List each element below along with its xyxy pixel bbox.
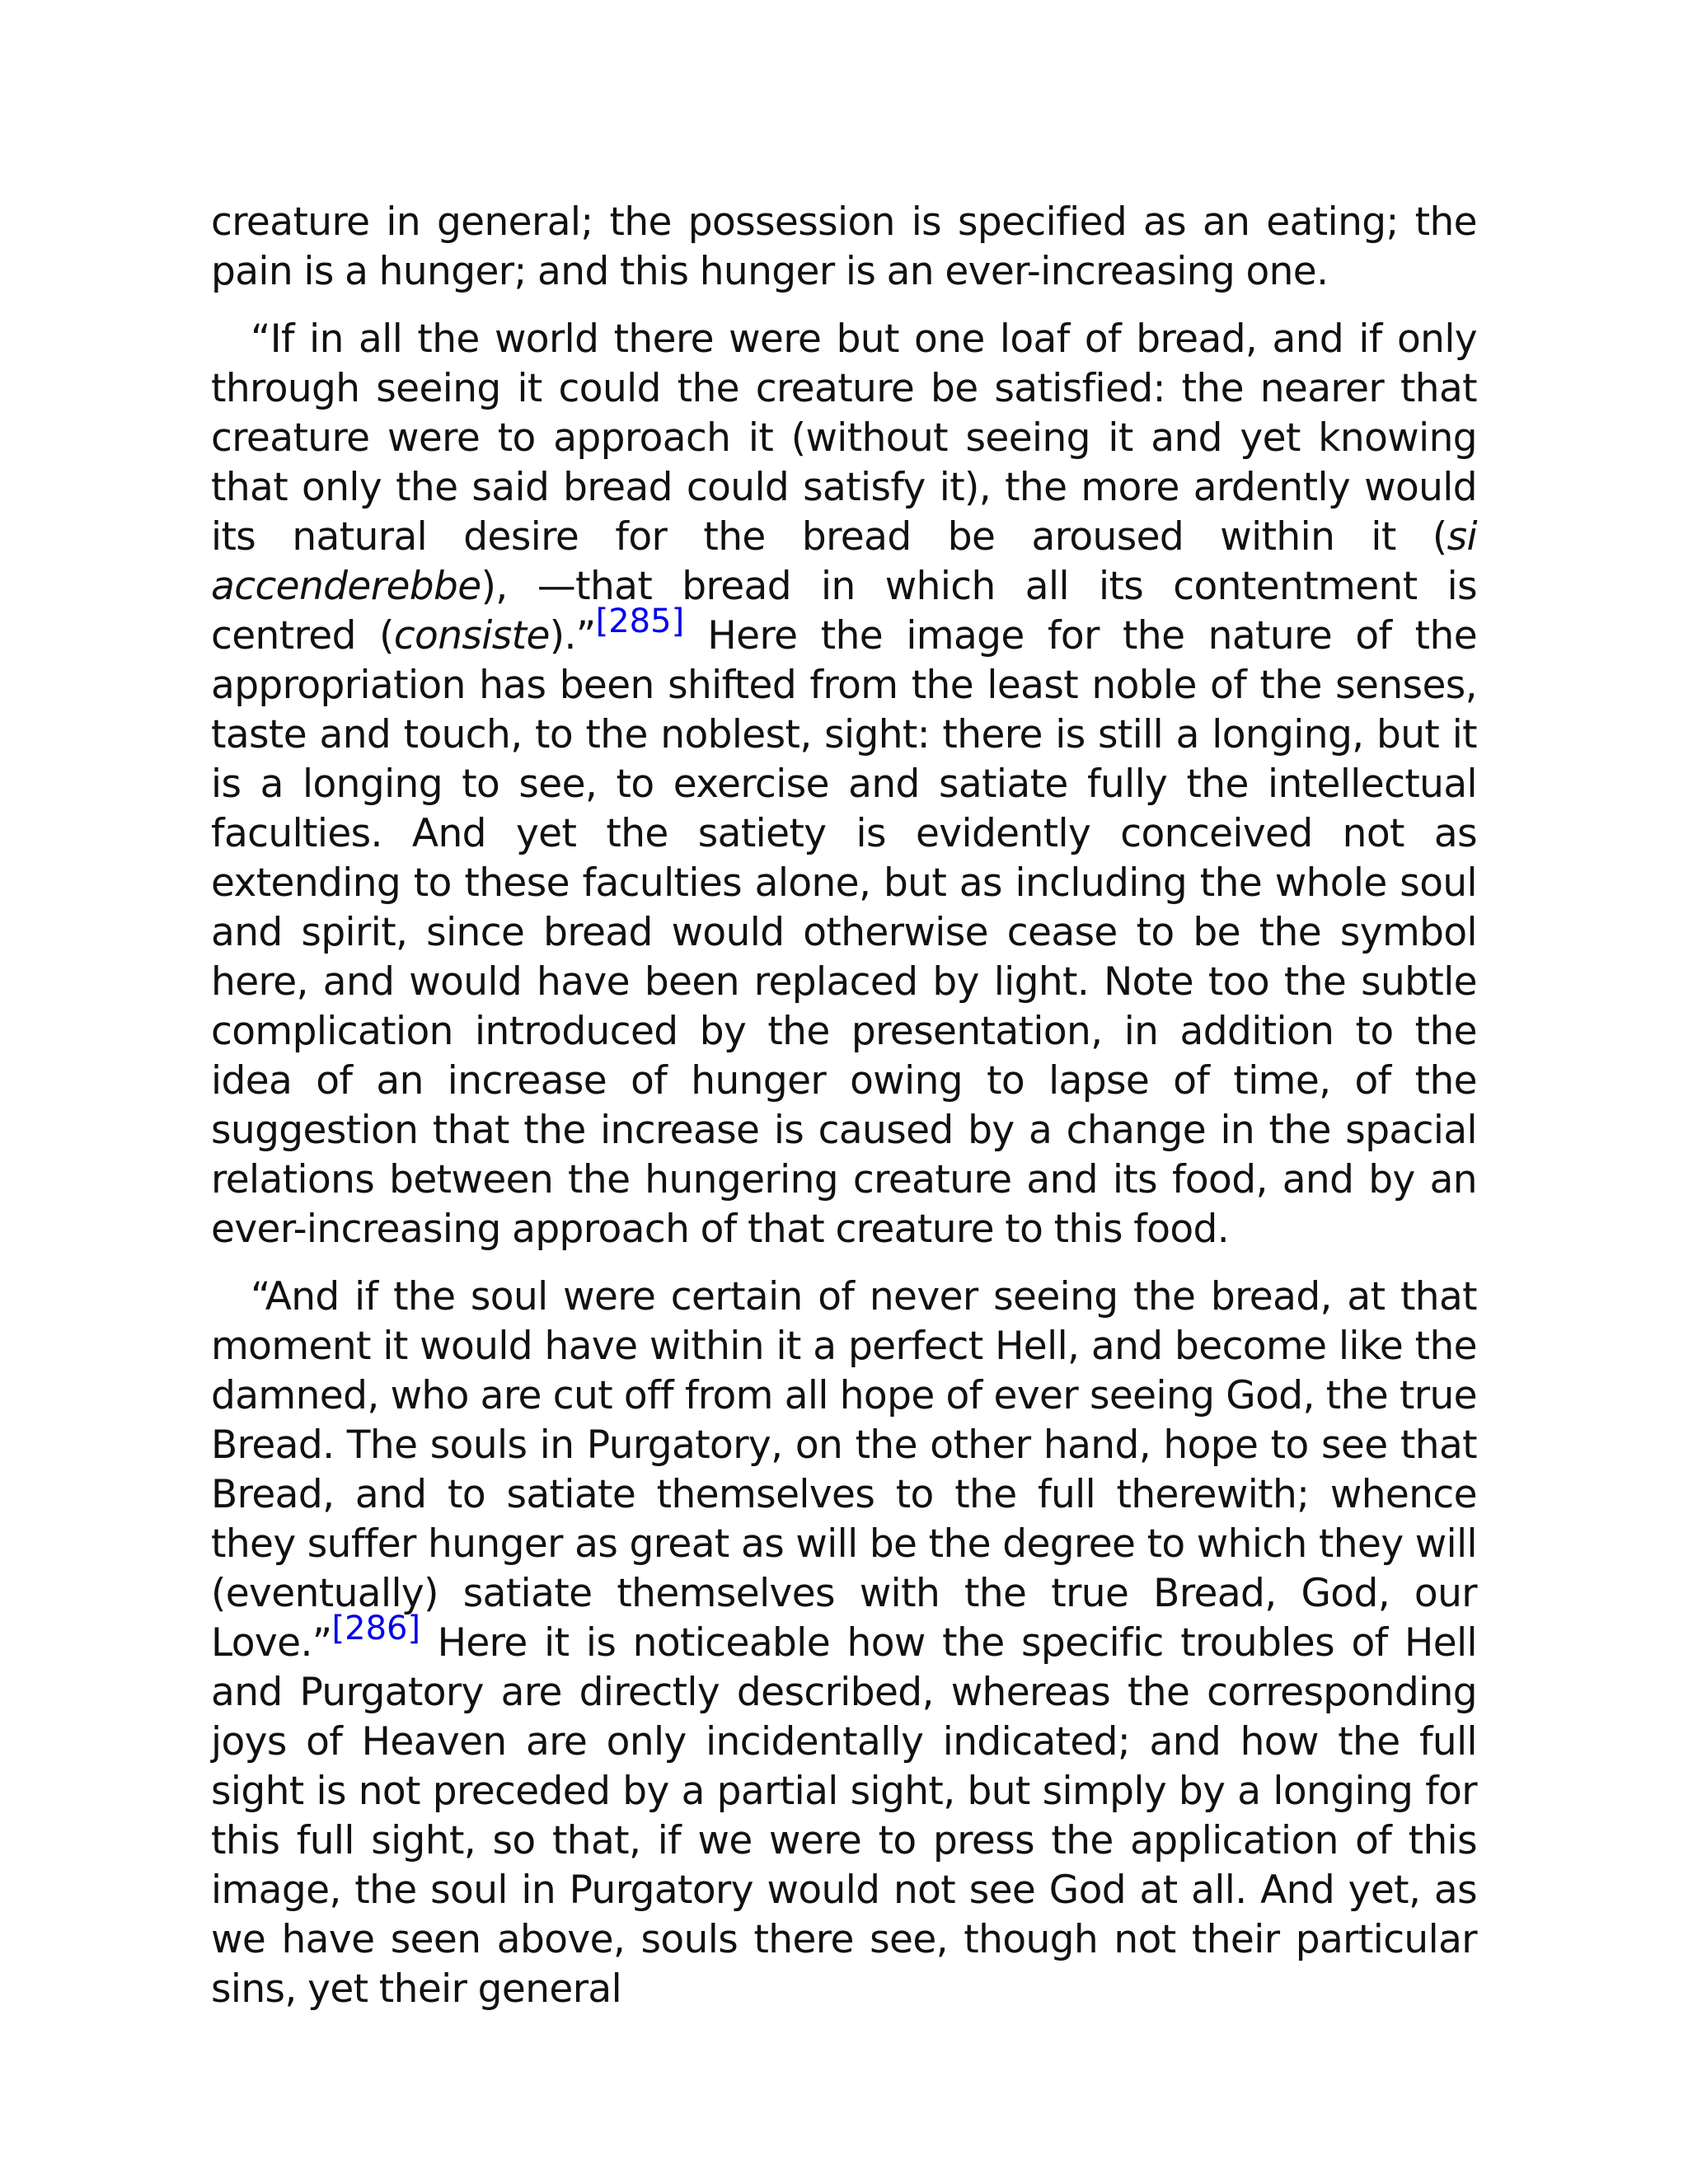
footnote-link-285[interactable]: [285] [595,602,685,640]
paragraph-2 [211,315,1477,1254]
paragraph-2-text-4: Here the image for the nature of the appropriation has been shifted from the least noble of the senses, taste and touch, to the noblest, sight: there is still a longing, but it is a longing to see, to exercise and satiate fully the intellectual faculties. And yet the satiety is evidently conceived not as extending to these faculties alone, but as including the whole soul and spirit, since bread would otherwise cease to be the symbol here, and would have been replaced by light. Note too the subtle complication introduced by the presentation, in addition to the idea of an increase of hunger owing to lapse of time, of the suggestion that the increase is caused by a change in the spacial relations between the hungering creature and its food, and by an ever-increasing approach of that creature to this food. [211,613,1478,1252]
paragraph-1 [211,198,1477,297]
paragraph-3 [211,1272,1477,2014]
italic-consiste: consiste [393,613,550,658]
italic-si-accenderebbe: si accenderebbe [211,514,1477,609]
paragraph-2-text-1: “If in all the world there were but one loaf of bread, and if only through seeing it could the creature be satisfied: the nearer that creature were to approach it (without seeing it and yet knowing that only the said bread could satisfy it), the more ardently would its natural desire for the bread be aroused within it ( [211,316,1477,560]
paragraph-3-text-1: “And if the soul were certain of never seeing the bread, at that moment it would have within it a perfect Hell, and become like the damned, who are cut off from all hope of ever seeing God, the true Bread. The souls in Purgatory, on the other hand, hope to see that Bread, and to satiate themselves to the full therewith; whence they suffer hunger as great as will be the degree to which they will (eventually) satiate themselves with the true Bread, God, our Love.” [211,1274,1477,1666]
paragraph-3-text-2: Here it is noticeable how the specific troubles of Hell and Purgatory are directly described, whereas the corresponding joys of Heaven are only incidentally indicated; and how the full sight is not preceded by a partial sight, but simply by a longing for this full sight, so that, if we were to press the application of this image, the soul in Purgatory would not see God at all. And yet, as we have seen above, souls there see, though not their particular sins, yet their general [211,1620,1477,2012]
paragraph-2-text-2: ), —that bread in which all its contentment is centred ( [211,564,1477,658]
paragraph-2-text-3: ).” [549,613,596,658]
footnote-link-286[interactable]: [286] [331,1610,421,1647]
paragraph-1-text: creature in general; the possession is specified as an eating; the pain is a hunger; and this hunger is an ever-increasing one. [211,199,1477,294]
page-body [211,198,1477,2014]
